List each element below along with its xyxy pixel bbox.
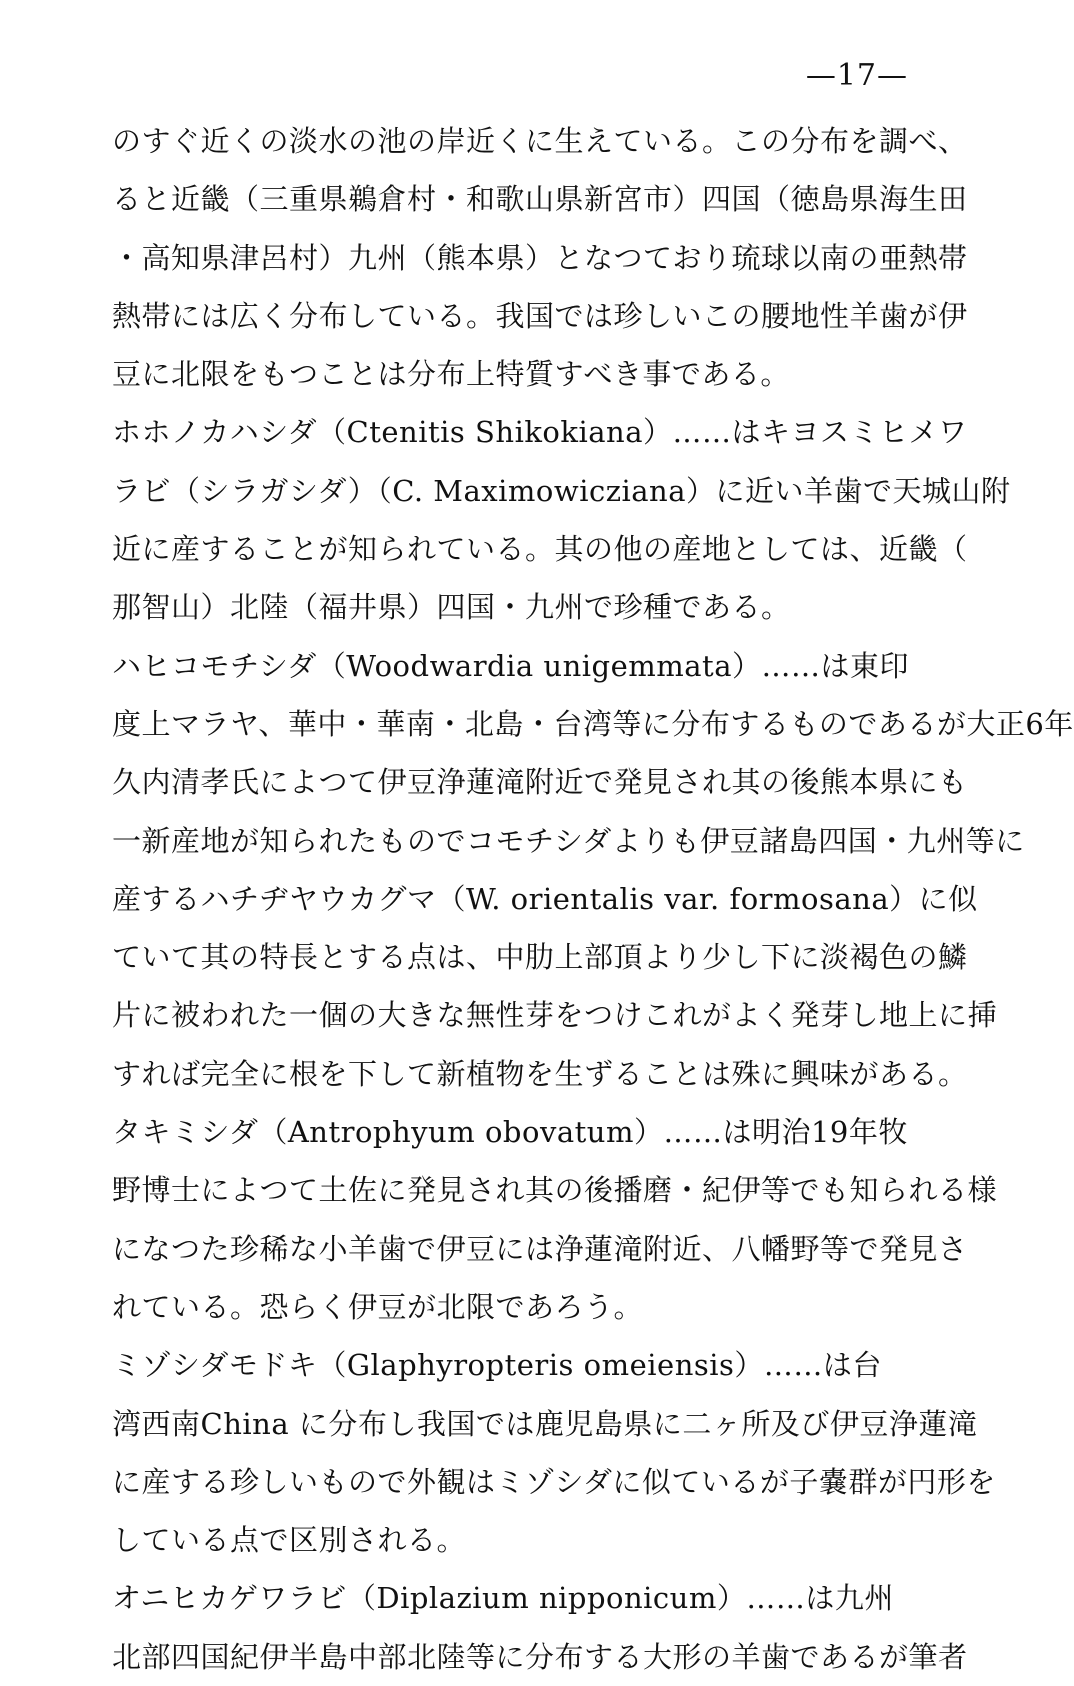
text-line: 度上マラヤ、華中・華南・北島・台湾等に分布するものであるが大正6年 <box>112 706 1074 741</box>
text-line: ミゾシダモドキ（Glaphyropteris omeiensis）……は台 <box>112 1348 882 1383</box>
handwritten-body-text <box>112 112 1074 1686</box>
text-line: 湾西南China に分布し我国では鹿児島県に二ヶ所及び伊豆浄蓮滝 <box>112 1406 978 1441</box>
text-line: ハヒコモチシダ（Woodwardia unigemmata）……は東印 <box>112 648 909 683</box>
text-line: ていて其の特長とする点は、中肋上部頂より少し下に淡褐色の鱗 <box>112 940 968 975</box>
text-line: 久内清孝氏によつて伊豆浄蓮滝附近で発見され其の後熊本県にも <box>112 765 968 800</box>
text-line: 片に被われた一個の大きな無性芽をつけこれがよく発芽し地上に挿 <box>112 998 998 1033</box>
text-line: 熱帯には広く分布している。我国では珍しいこの腰地性羊歯が伊 <box>112 298 968 333</box>
page-number: —17— <box>805 58 908 93</box>
text-line: 近に産することが知られている。其の他の産地としては、近畿（ <box>112 532 968 567</box>
text-line: ホホノカハシダ（Ctenitis Shikokiana）……はキヨスミヒメワ <box>112 415 968 450</box>
text-line: ラビ（シラガシダ）（C. Maximowicziana）に近い羊歯で天城山附 <box>112 473 1011 508</box>
text-line: れている。恐らく伊豆が北限であろう。 <box>112 1289 644 1324</box>
text-line: ・高知県津呂村）九州（熊本県）となつており琉球以南の亜熱帯 <box>112 240 968 275</box>
text-line: 野博士によつて土佐に発見され其の後播磨・紀伊等でも知られる様 <box>112 1173 998 1208</box>
text-line: のすぐ近くの淡水の池の岸近くに生えている。この分布を調べ、 <box>112 124 968 158</box>
text-line: 産するハチヂヤウカグマ（W. orientalis var. formosana）に似 <box>112 881 978 916</box>
text-line: 北部四国紀伊半島中部北陸等に分布する大形の羊歯であるが筆者 <box>112 1639 968 1674</box>
text-line: している点で区別される。 <box>112 1523 467 1558</box>
text-line: になつた珍稀な小羊歯で伊豆には浄蓮滝附近、八幡野等で発見さ <box>112 1231 968 1266</box>
text-line: 那智山）北陸（福井県）四国・九州で珍種である。 <box>112 590 791 625</box>
text-line: 一新産地が知られたものでコモチシダよりも伊豆諸島四国・九州等に <box>112 823 1025 858</box>
text-line: タキミシダ（Antrophyum obovatum）……は明治19年牧 <box>112 1115 908 1150</box>
text-line: オニヒカゲワラビ（Diplazium nipponicum）……は九州 <box>112 1581 894 1616</box>
text-line: ると近畿（三重県鵜倉村・和歌山県新宮市）四国（徳島県海生田 <box>112 182 968 217</box>
text-line: 豆に北限をもつことは分布上特質すべき事である。 <box>112 357 790 392</box>
text-line: すれば完全に根を下して新植物を生ずることは殊に興味がある。 <box>112 1056 968 1091</box>
text-line: に産する珍しいもので外観はミゾシダに似ているが子嚢群が円形を <box>112 1464 996 1499</box>
